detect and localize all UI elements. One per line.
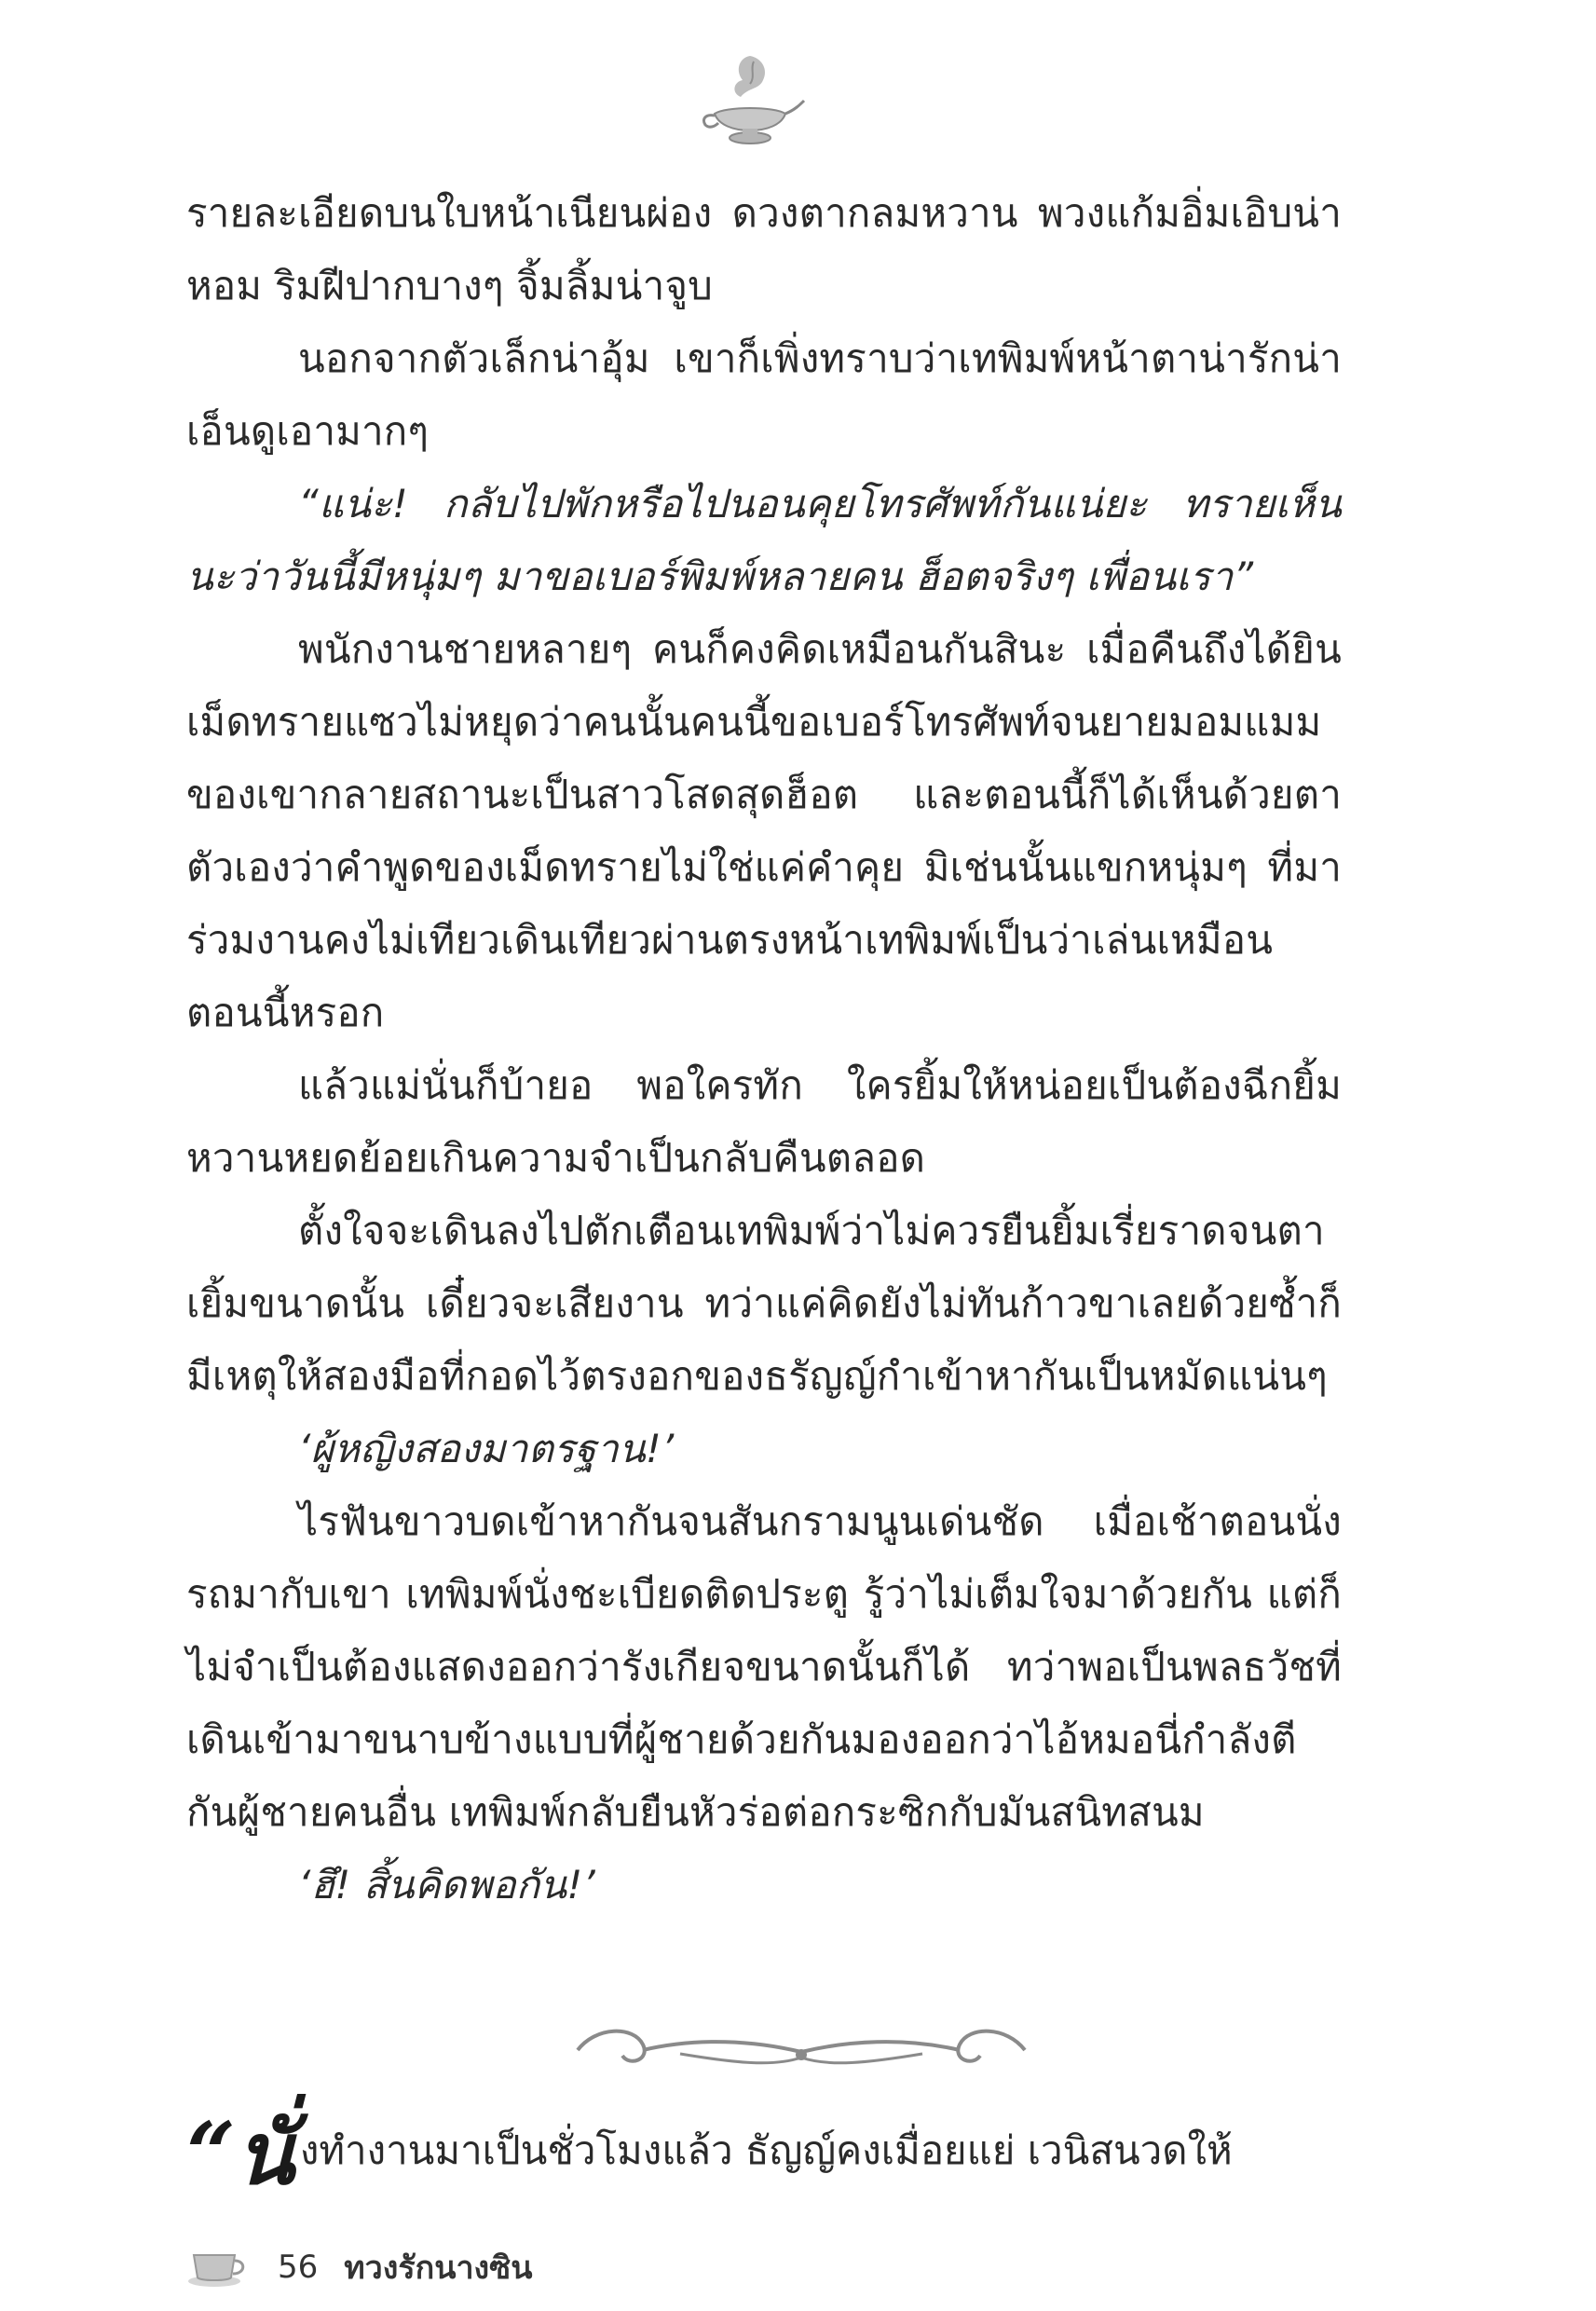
thought-paragraph: ‘ฮึ! สิ้นคิดพอกัน!’ (298, 1862, 595, 1908)
paragraph: รายละเอียดบนใบหน้าเนียนผ่อง ดวงตากลมหวาน พวงแก้มอิ่มเอิบน่าหอม ริมฝีปากบางๆ จิ้มลิ้มน่าจูบ (186, 190, 1342, 308)
page-footer (186, 2235, 532, 2300)
book-title: ทวงรักนางซิน (344, 2249, 533, 2287)
paragraph: นอกจากตัวเล็กน่าอุ้ม เขาก็เพิ่งทราบว่าเทพิมพ์หน้าตาน่ารักน่าเอ็นดูเอามากๆ (186, 335, 1342, 454)
paragraph: ไรฟันขาวบดเข้าหากันจนสันกรามนูนเด่นชัด เมื่อเช้าตอนนั่งรถมากับเขา เทพิมพ์นั่งชะเบียดติดประตู รู้ว่าไม่เต็มใจมาด้วยกัน แต่ก็ไม่จำเป็นต้องแสดงออกว่ารังเกียจขนาดนั้นก็ได้ ทว่าพอเป็นพลธวัชที่เดินเข้ามาขนาบข้างแบบที่ผู้ชายด้วยกันมองออกว่าไอ้หมอนี่กำลังตีกันผู้ชายคนอื่น เทพิมพ์กลับยืนหัวร่อต่อกระซิกกับมันสนิทสนม (186, 1498, 1342, 1835)
thought-paragraph: ‘ผู้หญิงสองมาตรฐาน!’ (298, 1426, 675, 1471)
paragraph: แล้วแม่นั่นก็บ้ายอ พอใครทัก ใครยิ้มให้หน่อยเป็นต้องฉีกยิ้มหวานหยดย้อยเกินความจำเป็นกลับคืนตลอด (186, 1062, 1342, 1181)
paragraph: ตั้งใจจะเดินลงไปตักเตือนเทพิมพ์ว่าไม่ควรยืนยิ้มเรี่ยราดจนตาเยิ้มขนาดนั้น เดี๋ยวจะเสียงาน ทว่าแค่คิดยังไม่ทันก้าวขาเลยด้วยซ้ำก็มีเหตุให้สองมือที่กอดไว้ตรงอกของธรัญญ์กำเข้าหากันเป็นหมัดแน่นๆ (186, 1208, 1342, 1399)
paragraph: พนักงานชายหลายๆ คนก็คงคิดเหมือนกันสินะ เมื่อคืนถึงได้ยินเม็ดทรายแซวไม่หยุดว่าคนนั้นคนนี้ขอเบอร์โทรศัพท์จนยายมอมแมมของเขากลายสถานะเป็นสาวโสดสุดฮ็อต และตอนนี้ก็ได้เห็นด้วยตาตัวเองว่าคำพูดของเม็ดทรายไม่ใช่แค่คำคุย มิเช่นนั้นแขกหนุ่มๆ ที่มาร่วมงานคงไม่เทียวเดินเทียวผ่านตรงหน้าเทพิมพ์เป็นว่าเล่นเหมือนตอนนี้หรอก (186, 626, 1342, 1035)
chapter-opening-paragraph (186, 2101, 1342, 2204)
dialogue-paragraph: “แน่ะ! กลับไปพักหรือไปนอนคุยโทรศัพท์กันแน่ยะ ทรายเห็นนะว่าวันนี้มีหนุ่มๆ มาขอเบอร์พิมพ์หลายคน ฮ็อตจริงๆ เพื่อนเรา” (186, 481, 1342, 599)
teacup-icon (186, 2246, 250, 2289)
page-number: 56 (278, 2249, 319, 2286)
flourish-divider-icon (559, 2013, 1044, 2087)
opening-text: งทำงานมาเป็นชั่วโมงแล้ว ธัญญ์คงเมื่อยแย่ เวนิสนวดให้ (299, 2127, 1233, 2173)
genie-lamp-ornament-icon (694, 48, 806, 151)
body-text (186, 177, 1342, 1921)
drop-cap: “นั่ (186, 2103, 294, 2204)
